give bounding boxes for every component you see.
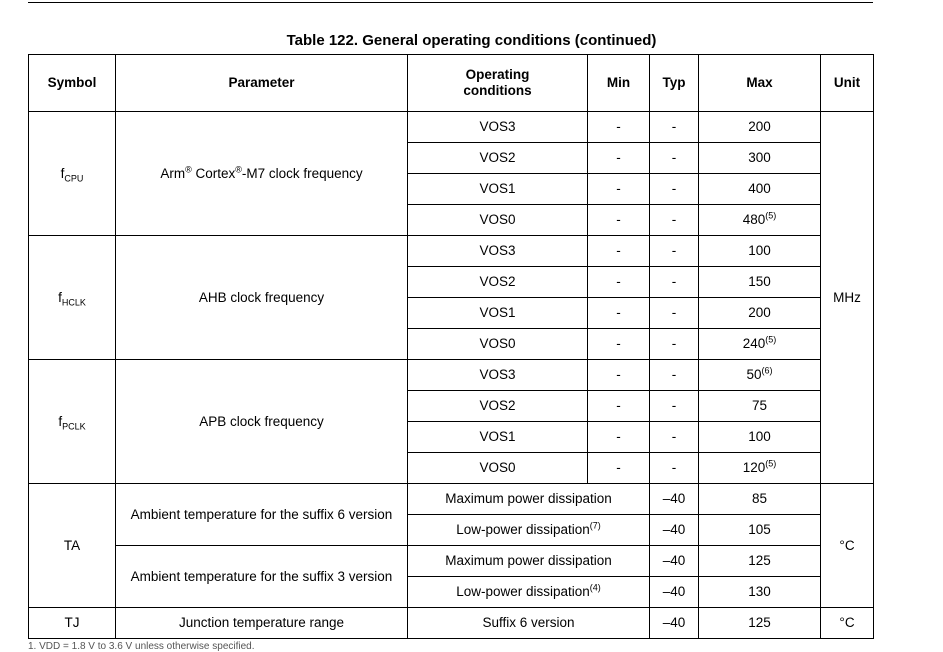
table-row	[29, 360, 874, 391]
max-cell: 120$^{(5)}$	[699, 453, 821, 484]
max-cell: 125	[699, 546, 821, 577]
typ-cell: -	[650, 112, 699, 143]
min-cell: -	[588, 422, 650, 453]
min-cell: –40	[650, 608, 699, 639]
symbol-fpclk: $f_{PCLK}$	[29, 360, 116, 484]
min-cell: –40	[650, 484, 699, 515]
condition-cell: VOS3	[408, 112, 588, 143]
typ-cell: -	[650, 391, 699, 422]
max-cell: 480$^{(5)}$	[699, 205, 821, 236]
min-cell: -	[588, 112, 650, 143]
header-max: Max	[699, 55, 821, 112]
min-cell: -	[588, 453, 650, 484]
max-cell: 50$^{(6)}$	[699, 360, 821, 391]
typ-cell: -	[650, 453, 699, 484]
table-row	[29, 112, 874, 143]
condition-cell: Low-power dissipation$^{(7)}$	[408, 515, 650, 546]
unit-celsius: °C	[821, 608, 874, 639]
min-cell: -	[588, 391, 650, 422]
max-cell: 130	[699, 577, 821, 608]
min-cell: -	[588, 143, 650, 174]
header-symbol: Symbol	[29, 55, 116, 112]
parameter-fpclk: APB clock frequency	[116, 360, 408, 484]
max-cell: 75	[699, 391, 821, 422]
condition-cell: VOS2	[408, 267, 588, 298]
min-cell: -	[588, 329, 650, 360]
header-parameter: Parameter	[116, 55, 408, 112]
table-row	[29, 546, 874, 577]
parameter-tj: Junction temperature range	[116, 608, 408, 639]
symbol-ta: TA	[29, 484, 116, 608]
typ-cell: -	[650, 360, 699, 391]
typ-cell: -	[650, 205, 699, 236]
typ-cell: -	[650, 236, 699, 267]
max-cell: 200	[699, 112, 821, 143]
condition-cell: VOS3	[408, 360, 588, 391]
header-typ: Typ	[650, 55, 699, 112]
min-cell: –40	[650, 546, 699, 577]
typ-cell: -	[650, 298, 699, 329]
max-cell: 100	[699, 236, 821, 267]
min-cell: -	[588, 360, 650, 391]
max-cell: 200	[699, 298, 821, 329]
condition-cell: VOS3	[408, 236, 588, 267]
unit-celsius: °C	[821, 484, 874, 608]
condition-cell: Maximum power dissipation	[408, 484, 650, 515]
min-cell: –40	[650, 577, 699, 608]
condition-cell: VOS0	[408, 329, 588, 360]
min-cell: -	[588, 267, 650, 298]
condition-cell: VOS1	[408, 298, 588, 329]
symbol-fcpu: $f_{CPU}$	[29, 112, 116, 236]
table-row	[29, 236, 874, 267]
max-cell: 240$^{(5)}$	[699, 329, 821, 360]
typ-cell: -	[650, 174, 699, 205]
condition-cell: VOS0	[408, 453, 588, 484]
symbol-tj: TJ	[29, 608, 116, 639]
table-caption: Table 122. General operating conditions (continued)	[286, 32, 657, 49]
header-operating-conditions	[408, 55, 588, 112]
header-row	[29, 55, 874, 112]
symbol-fhclk: $f_{HCLK}$	[29, 236, 116, 360]
table-row	[29, 608, 874, 639]
parameter-fcpu: Arm® Cortex®-M7 clock frequency	[116, 112, 408, 236]
footnote: 1. VDD = 1.8 V to 3.6 V unless otherwise specified.	[28, 641, 255, 652]
condition-cell: VOS0	[408, 205, 588, 236]
condition-cell: Maximum power dissipation	[408, 546, 650, 577]
max-cell: 400	[699, 174, 821, 205]
header-conditions-line1: Operating	[465, 67, 530, 82]
typ-cell: -	[650, 329, 699, 360]
condition-cell: VOS2	[408, 143, 588, 174]
min-cell: -	[588, 174, 650, 205]
min-cell: –40	[650, 515, 699, 546]
max-cell: 105	[699, 515, 821, 546]
condition-cell: VOS1	[408, 422, 588, 453]
parameter-ta-suffix6: Ambient temperature for the suffix 6 version	[116, 484, 408, 546]
min-cell: -	[588, 205, 650, 236]
condition-cell: Low-power dissipation$^{(4)}$	[408, 577, 650, 608]
max-cell: 100	[699, 422, 821, 453]
max-cell: 85	[699, 484, 821, 515]
max-cell: 125	[699, 608, 821, 639]
parameter-ta-suffix3: Ambient temperature for the suffix 3 version	[116, 546, 408, 608]
typ-cell: -	[650, 143, 699, 174]
parameter-fhclk: AHB clock frequency	[116, 236, 408, 360]
min-cell: -	[588, 236, 650, 267]
header-conditions-line2: conditions	[463, 83, 532, 98]
typ-cell: -	[650, 422, 699, 453]
operating-conditions-table	[28, 54, 874, 639]
unit-mhz: MHz	[821, 112, 874, 484]
min-cell: -	[588, 298, 650, 329]
max-cell: 300	[699, 143, 821, 174]
header-unit: Unit	[821, 55, 874, 112]
condition-cell: Suffix 6 version	[408, 608, 650, 639]
condition-cell: VOS1	[408, 174, 588, 205]
condition-cell: VOS2	[408, 391, 588, 422]
top-rule	[28, 2, 873, 3]
table-row	[29, 484, 874, 515]
typ-cell: -	[650, 267, 699, 298]
max-cell: 150	[699, 267, 821, 298]
header-min: Min	[588, 55, 650, 112]
